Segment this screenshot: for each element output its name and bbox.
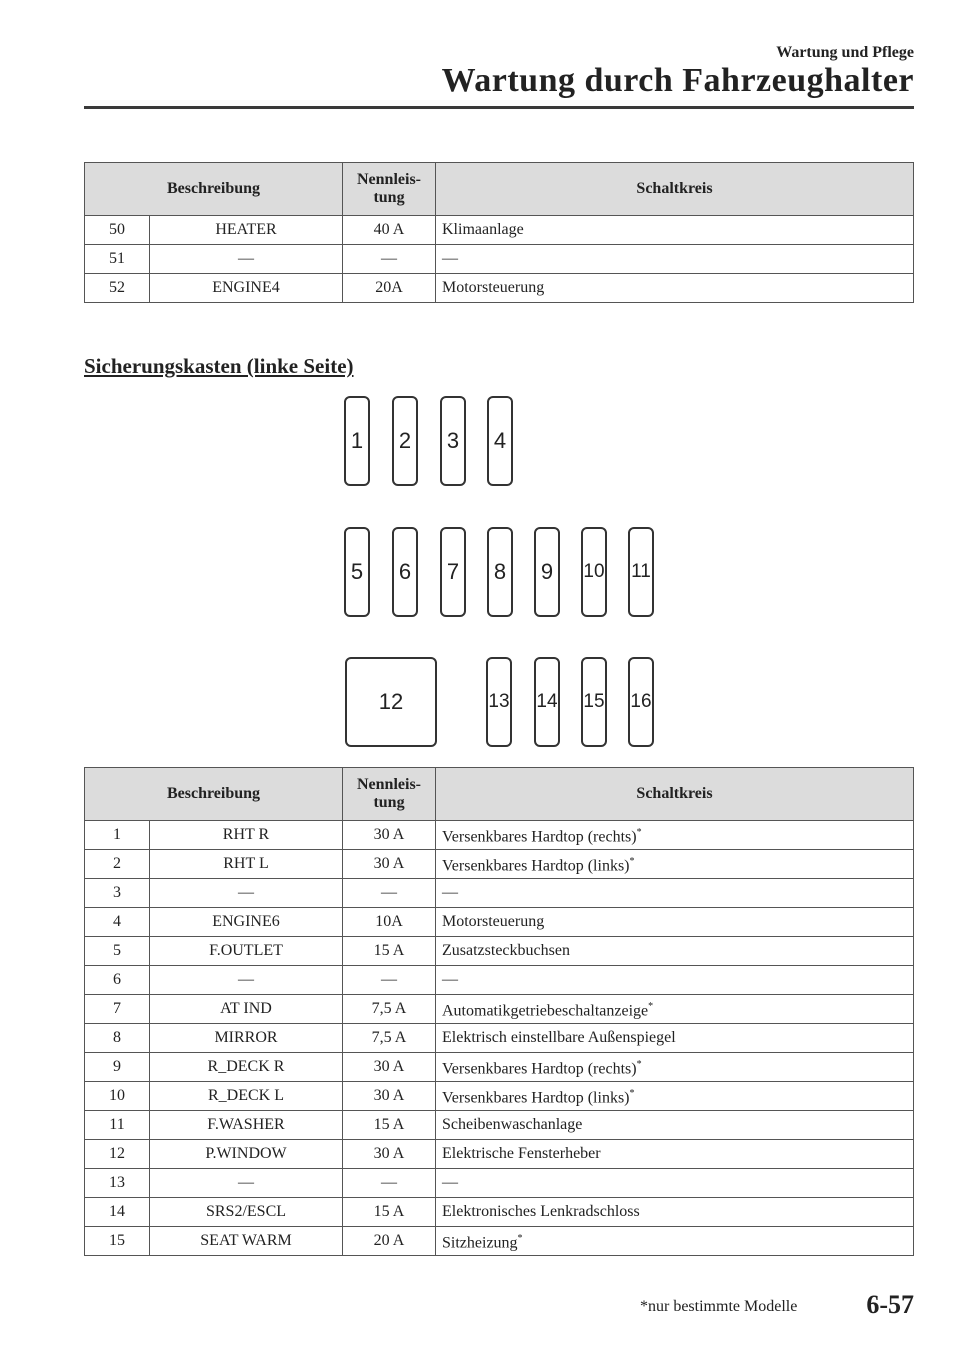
fuse-circuit-cell: Versenkbares Hardtop (rechts)* bbox=[436, 1053, 914, 1082]
fuse-description-cell: F.WASHER bbox=[150, 1111, 343, 1140]
table-row bbox=[85, 1024, 914, 1053]
fuse-circuit-cell: ― bbox=[436, 879, 914, 908]
fuse-number-cell: 8 bbox=[85, 1024, 150, 1053]
footnote-marker: * bbox=[648, 1000, 654, 1012]
table-row bbox=[85, 1082, 914, 1111]
fuse-slot-3: 3 bbox=[440, 396, 466, 486]
fuse-number-cell: 6 bbox=[85, 966, 150, 995]
fuse-rating-cell: 40 A bbox=[343, 216, 436, 245]
fuse-rating-cell: 30 A bbox=[343, 1140, 436, 1169]
fuse-slot-15: 15 bbox=[581, 657, 607, 747]
fuse-description-cell: F.OUTLET bbox=[150, 937, 343, 966]
fuse-description-cell: SRS2/ESCL bbox=[150, 1198, 343, 1227]
fuse-circuit-cell: Sitzheizung* bbox=[436, 1227, 914, 1256]
footnote-marker: * bbox=[636, 826, 642, 838]
fuse-description-cell: SEAT WARM bbox=[150, 1227, 343, 1256]
fuse-number-cell: 9 bbox=[85, 1053, 150, 1082]
fuse-table-upper bbox=[84, 162, 914, 303]
table-row bbox=[85, 850, 914, 879]
fuse-slot-10: 10 bbox=[581, 527, 607, 617]
fuse-description-cell: R_DECK L bbox=[150, 1082, 343, 1111]
fuse-slot-6: 6 bbox=[392, 527, 418, 617]
fuse-circuit-cell: Motorsteuerung bbox=[436, 274, 914, 303]
fuse-number-cell: 3 bbox=[85, 879, 150, 908]
table-header-row bbox=[85, 768, 914, 821]
fuse-rating-cell: 30 A bbox=[343, 850, 436, 879]
fuse-number-cell: 11 bbox=[85, 1111, 150, 1140]
page-title: Wartung durch Fahrzeughalter bbox=[441, 62, 914, 99]
fuse-table-lower bbox=[84, 767, 914, 1256]
fuse-slot-8: 8 bbox=[487, 527, 513, 617]
fuse-circuit-cell: Scheibenwaschanlage bbox=[436, 1111, 914, 1140]
fuse-description-cell: ― bbox=[150, 1169, 343, 1198]
fuse-slot-1: 1 bbox=[344, 396, 370, 486]
fuse-rating-cell: 30 A bbox=[343, 1082, 436, 1111]
fuse-rating-cell: 20A bbox=[343, 274, 436, 303]
table-row bbox=[85, 1111, 914, 1140]
footnote-marker: * bbox=[629, 855, 635, 867]
fuse-circuit-cell: Motorsteuerung bbox=[436, 908, 914, 937]
fuse-number-cell: 5 bbox=[85, 937, 150, 966]
fuse-number-cell: 50 bbox=[85, 216, 150, 245]
fuse-circuit-cell: Elektrisch einstellbare Außenspiegel bbox=[436, 1024, 914, 1053]
table-header-row bbox=[85, 163, 914, 216]
table-row bbox=[85, 1053, 914, 1082]
fuse-rating-cell: 15 A bbox=[343, 1111, 436, 1140]
fuse-rating-cell: ― bbox=[343, 245, 436, 274]
fuse-description-cell: ― bbox=[150, 245, 343, 274]
header-circuit: Schaltkreis bbox=[436, 768, 914, 821]
fuse-circuit-cell: Versenkbares Hardtop (links)* bbox=[436, 850, 914, 879]
fuse-slot-13: 13 bbox=[486, 657, 512, 747]
table-row bbox=[85, 908, 914, 937]
table-row bbox=[85, 937, 914, 966]
fuse-description-cell: HEATER bbox=[150, 216, 343, 245]
fuse-number-cell: 12 bbox=[85, 1140, 150, 1169]
header-rule bbox=[84, 106, 914, 109]
fuse-description-cell: ― bbox=[150, 966, 343, 995]
table-row bbox=[85, 966, 914, 995]
header-description: Beschreibung bbox=[85, 163, 343, 216]
fuse-description-cell: MIRROR bbox=[150, 1024, 343, 1053]
footnote-marker: * bbox=[517, 1232, 523, 1244]
fuse-circuit-cell: Versenkbares Hardtop (rechts)* bbox=[436, 821, 914, 850]
table-row bbox=[85, 245, 914, 274]
fuse-number-cell: 4 bbox=[85, 908, 150, 937]
fuse-circuit-cell: Klimaanlage bbox=[436, 216, 914, 245]
header-section: Wartung und Pflege bbox=[776, 44, 914, 61]
fuse-rating-cell: 7,5 A bbox=[343, 1024, 436, 1053]
fuse-slot-4: 4 bbox=[487, 396, 513, 486]
footnote-marker: * bbox=[636, 1058, 642, 1070]
fuse-rating-cell: ― bbox=[343, 966, 436, 995]
fuse-circuit-cell: Zusatzsteckbuchsen bbox=[436, 937, 914, 966]
fuse-rating-cell: ― bbox=[343, 1169, 436, 1198]
fuse-slot-14: 14 bbox=[534, 657, 560, 747]
header-circuit: Schaltkreis bbox=[436, 163, 914, 216]
fuse-number-cell: 2 bbox=[85, 850, 150, 879]
fuse-rating-cell: 30 A bbox=[343, 1053, 436, 1082]
table-row bbox=[85, 1140, 914, 1169]
footnote-marker: * bbox=[629, 1087, 635, 1099]
fuse-number-cell: 7 bbox=[85, 995, 150, 1024]
table-body bbox=[85, 821, 914, 1256]
fuse-circuit-cell: ― bbox=[436, 1169, 914, 1198]
table-body bbox=[85, 216, 914, 303]
fuse-rating-cell: 20 A bbox=[343, 1227, 436, 1256]
fuse-number-cell: 52 bbox=[85, 274, 150, 303]
fuse-slot-11: 11 bbox=[628, 527, 654, 617]
section-title: Sicherungskasten (linke Seite) bbox=[84, 354, 354, 378]
fuse-description-cell: R_DECK R bbox=[150, 1053, 343, 1082]
fuse-slot-5: 5 bbox=[344, 527, 370, 617]
fuse-number-cell: 14 bbox=[85, 1198, 150, 1227]
fuse-rating-cell: 15 A bbox=[343, 937, 436, 966]
table-row bbox=[85, 1227, 914, 1256]
fuse-rating-cell: 10A bbox=[343, 908, 436, 937]
page-number: 6-57 bbox=[866, 1290, 914, 1319]
fuse-description-cell: ― bbox=[150, 879, 343, 908]
fuse-description-cell: P.WINDOW bbox=[150, 1140, 343, 1169]
fuse-description-cell: RHT R bbox=[150, 821, 343, 850]
fuse-rating-cell: 7,5 A bbox=[343, 995, 436, 1024]
fuse-circuit-cell: Elektronisches Lenkradschloss bbox=[436, 1198, 914, 1227]
fuse-number-cell: 15 bbox=[85, 1227, 150, 1256]
fuse-description-cell: ENGINE6 bbox=[150, 908, 343, 937]
fuse-rating-cell: 15 A bbox=[343, 1198, 436, 1227]
fuse-rating-cell: ― bbox=[343, 879, 436, 908]
fuse-circuit-cell: ― bbox=[436, 245, 914, 274]
table-row bbox=[85, 216, 914, 245]
fuse-circuit-cell: Elektrische Fensterheber bbox=[436, 1140, 914, 1169]
table-row bbox=[85, 1169, 914, 1198]
fuse-slot-12: 12 bbox=[345, 657, 437, 747]
fuse-circuit-cell: Versenkbares Hardtop (links)* bbox=[436, 1082, 914, 1111]
header-rating: Nennleis- tung bbox=[343, 768, 436, 821]
table-row bbox=[85, 995, 914, 1024]
fuse-number-cell: 13 bbox=[85, 1169, 150, 1198]
table-row bbox=[85, 821, 914, 850]
fuse-number-cell: 10 bbox=[85, 1082, 150, 1111]
table-row bbox=[85, 274, 914, 303]
fuse-rating-cell: 30 A bbox=[343, 821, 436, 850]
fuse-circuit-cell: ― bbox=[436, 966, 914, 995]
fuse-description-cell: RHT L bbox=[150, 850, 343, 879]
table-row bbox=[85, 879, 914, 908]
fuse-slot-2: 2 bbox=[392, 396, 418, 486]
fuse-slot-16: 16 bbox=[628, 657, 654, 747]
fuse-number-cell: 1 bbox=[85, 821, 150, 850]
footnote: *nur bestimmte Modelle bbox=[640, 1298, 798, 1315]
fuse-slot-7: 7 bbox=[440, 527, 466, 617]
fuse-description-cell: ENGINE4 bbox=[150, 274, 343, 303]
header-rating: Nennleis- tung bbox=[343, 163, 436, 216]
fuse-circuit-cell: Automatikgetriebeschaltanzeige* bbox=[436, 995, 914, 1024]
fuse-number-cell: 51 bbox=[85, 245, 150, 274]
table-row bbox=[85, 1198, 914, 1227]
header-description: Beschreibung bbox=[85, 768, 343, 821]
fuse-slot-9: 9 bbox=[534, 527, 560, 617]
fuse-description-cell: AT IND bbox=[150, 995, 343, 1024]
